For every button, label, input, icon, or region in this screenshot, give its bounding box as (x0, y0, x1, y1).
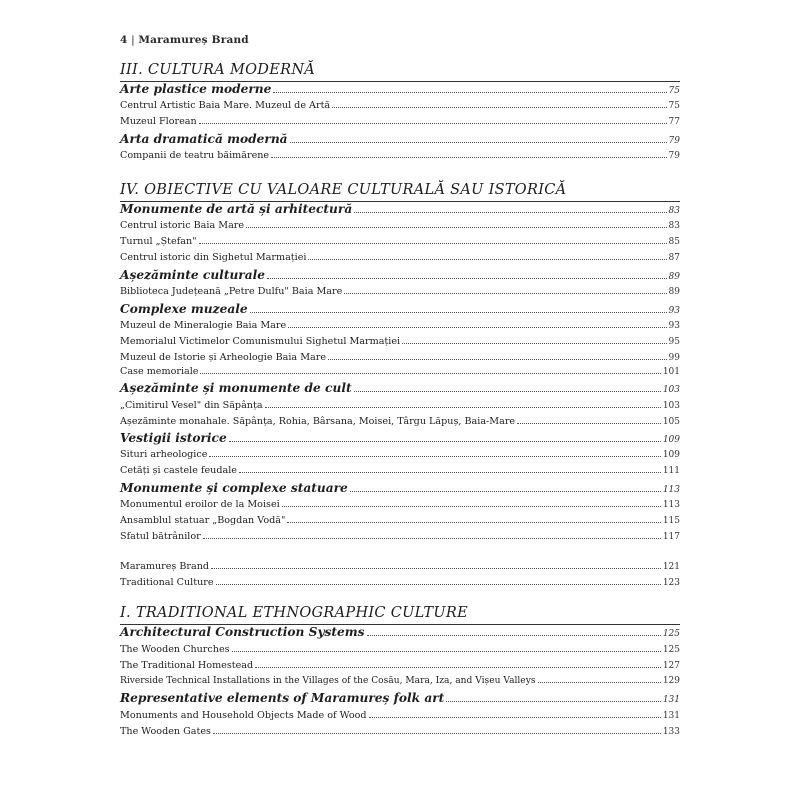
toc-entry[interactable]: Biblioteca Județeană „Petre Dulfu" Baia Mare 89 (120, 286, 680, 297)
toc-entry[interactable]: Muzeul Florean 77 (120, 116, 680, 127)
toc-entry[interactable]: Case memoriale 101 (120, 366, 680, 377)
running-header (120, 34, 249, 46)
section-title: III. CULTURA MODERNĂ (120, 62, 316, 78)
toc-entry[interactable]: Maramureș Brand 121 (120, 561, 680, 572)
toc-subsection[interactable]: Complexe muzeale 93 (120, 302, 680, 316)
header-separator: | (131, 34, 135, 46)
toc-entry[interactable]: The Wooden Gates 133 (120, 726, 680, 737)
toc-entry[interactable]: Memorialul Victimelor Comunismului Sighetul Marmației 95 (120, 336, 680, 347)
toc-entry[interactable]: Cetăți și castele feudale 111 (120, 465, 680, 476)
toc-entry[interactable]: Traditional Culture 123 (120, 577, 680, 588)
toc-entry[interactable]: Companii de teatru băimărene 79 (120, 150, 680, 161)
toc-subsection[interactable]: Architectural Construction Systems 125 (120, 625, 680, 639)
toc-subsection[interactable]: Monumente de artă și arhitectură 83 (120, 202, 680, 216)
toc-subsection[interactable]: Așezăminte și monumente de cult 103 (120, 381, 680, 395)
toc-subsection[interactable]: Arta dramatică modernă 79 (120, 132, 680, 146)
toc-entry[interactable]: Turnul „Ștefan" 85 (120, 236, 680, 247)
page-number: 4 (120, 34, 128, 46)
toc-entry[interactable]: Situri arheologice 109 (120, 449, 680, 460)
toc-subsection[interactable]: Representative elements of Maramureș folk art 131 (120, 691, 680, 705)
toc-entry[interactable]: Monumentul eroilor de la Moisei 113 (120, 499, 680, 510)
toc-subsection[interactable]: Așezăminte culturale 89 (120, 268, 680, 282)
toc-entry[interactable]: Muzeul de Mineralogie Baia Mare 93 (120, 320, 680, 331)
section-title: IV. OBIECTIVE CU VALOARE CULTURALĂ SAU ISTORICĂ (120, 182, 567, 198)
toc-subsection[interactable]: Monumente și complexe statuare 113 (120, 481, 680, 495)
toc-entry[interactable]: Muzeul de Istorie și Arheologie Baia Mare 99 (120, 352, 680, 363)
toc-entry[interactable]: The Traditional Homestead 127 (120, 660, 680, 671)
toc-entry[interactable]: Centrul Artistic Baia Mare. Muzeul de Artă 75 (120, 100, 680, 111)
toc-entry[interactable]: Sfatul bătrânilor 117 (120, 531, 680, 542)
toc-entry[interactable]: Ansamblul statuar „Bogdan Vodă" 115 (120, 515, 680, 526)
toc-entry[interactable]: „Cimitirul Vesel" din Săpânța 103 (120, 400, 680, 411)
toc-entry[interactable]: Centrul istoric din Sighetul Marmației 87 (120, 252, 680, 263)
toc-entry[interactable]: Monuments and Household Objects Made of Wood 131 (120, 710, 680, 721)
section-title: I. TRADITIONAL ETHNOGRAPHIC CULTURE (120, 605, 468, 621)
toc-entry[interactable]: Centrul istoric Baia Mare 83 (120, 220, 680, 231)
header-title: Maramureș Brand (138, 34, 249, 46)
toc-entry[interactable]: The Wooden Churches 125 (120, 644, 680, 655)
toc-subsection[interactable]: Arte plastice moderne 75 (120, 82, 680, 96)
toc-entry[interactable]: Riverside Technical Installations in the Villages of the Cosău, Mara, Iza, and Vișeu Valleys 129 (120, 676, 680, 686)
toc-subsection[interactable]: Vestigii istorice 109 (120, 431, 680, 445)
toc-entry[interactable]: Așezăminte monahale. Săpânța, Rohia, Bârsana, Moisei, Târgu Lăpuș, Baia-Mare 105 (120, 416, 680, 427)
